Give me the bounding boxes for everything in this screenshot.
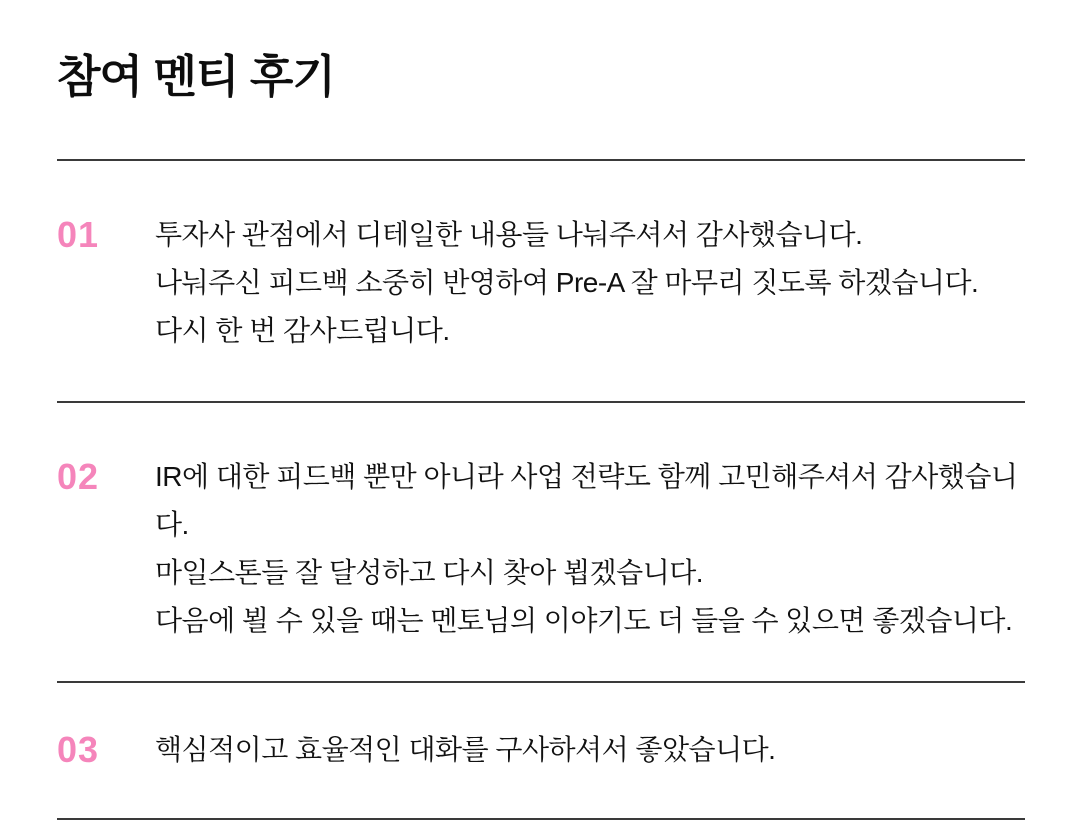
review-line: 나눠주신 피드백 소중히 반영하여 Pre-A 잘 마무리 짓도록 하겠습니다. — [155, 267, 979, 298]
review-line: 다음에 뵐 수 있을 때는 멘토님의 이야기도 더 들을 수 있으면 좋겠습니다. — [155, 605, 1013, 636]
review-text — [155, 726, 1025, 774]
review-text — [155, 211, 1025, 355]
review-line: 투자사 관점에서 디테일한 내용들 나눠주셔서 감사했습니다. — [155, 219, 863, 250]
review-number: 03 — [57, 729, 100, 770]
review-section-03 — [57, 683, 1025, 818]
review-line: 마일스톤들 잘 달성하고 다시 찾아 뵙겠습니다. — [155, 557, 704, 588]
title-spacer — [57, 104, 1025, 159]
review-line: IR에 대한 피드백 뿐만 아니라 사업 전략도 함께 고민해주셔서 감사했습니다. — [155, 461, 1018, 540]
review-number: 01 — [57, 214, 100, 255]
page-title: 참여 멘티 후기 — [57, 51, 335, 102]
divider — [57, 818, 1025, 820]
review-text — [155, 453, 1025, 645]
review-line: 다시 한 번 감사드립니다. — [155, 315, 450, 346]
review-number: 02 — [57, 456, 100, 497]
review-line: 핵심적이고 효율적인 대화를 구사하셔서 좋았습니다. — [155, 734, 776, 765]
review-section-02 — [57, 403, 1025, 681]
review-section-01 — [57, 161, 1025, 401]
